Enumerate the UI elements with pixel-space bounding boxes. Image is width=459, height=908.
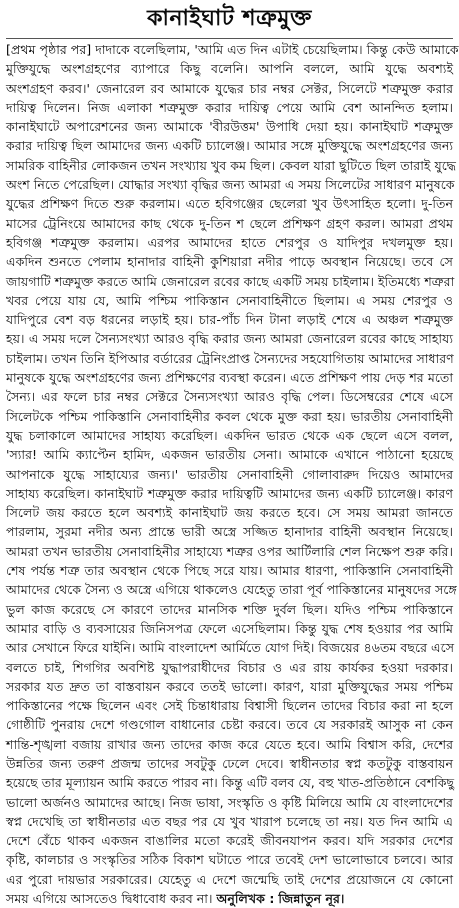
article-line	[6, 542, 453, 561]
line-text: জায়গাটি শত্রুমুক্ত করতে আমি জেনারেল রবের কাছে একটি সময় চাইলাম। ইতিমধ্যে শত্রুরা	[6, 273, 455, 289]
line-text: সিলেট জয় করতে হলে অবশ্যই কানাইঘাট জয় করতে হবে। সে সময় আমরা জানতে	[6, 505, 453, 521]
article-line	[6, 696, 453, 715]
headline-rule	[6, 38, 453, 39]
article-line	[6, 850, 453, 869]
article-line	[6, 580, 457, 599]
article-line	[6, 98, 453, 117]
line-text: আর সেখানে ফিরে যাইনি। আমি বাংলাদেশ আর্মিতে যোগ দিই। বিজয়ের ৪৬তম বছরে এসে	[6, 640, 455, 656]
article-line	[6, 638, 453, 657]
article-line	[6, 387, 453, 406]
line-text: ভুল কাজ করেছে সে কারণে তাদের মানসিক শক্তি দুর্বল ছিল। যদিও পশ্চিম পাকিস্তানে	[6, 601, 453, 617]
line-text: স্বপ্ন দেখেছি তা স্বাধীনতার এত বছর পর যে খুব খারাপ চলেছে তা নয়। যত দিন আমি এ	[6, 813, 453, 829]
article-line	[6, 773, 453, 792]
article-line	[6, 272, 453, 291]
article-line	[6, 117, 453, 136]
article-line	[6, 465, 453, 484]
line-text: আমরা তখন ভারতীয় সেনাবাহিনীর সাহায্যে শত্রুর ওপর আর্টিলারি শেল নিক্ষেপ শুরু করি।	[6, 543, 453, 559]
article-line	[6, 407, 453, 426]
credit-name: জিন্নাতুন নূর।	[278, 891, 345, 907]
article-line	[6, 214, 453, 233]
line-text: আমার বাড়ি ও ব্যবসায়ের জিনিসপত্র ফেলে এসেছিলাম। কিন্তু যুদ্ধ শেষ হওয়ার পর আমি	[6, 620, 453, 636]
article-line	[6, 59, 453, 78]
line-text: সময় এগিয়ে আসতেও দ্বিধাবোধ করব না।	[6, 891, 213, 907]
article-line	[6, 233, 453, 252]
article-body	[6, 40, 459, 907]
line-text: একদিন শুনতে পেলাম হানাদার বাহিনী কুশিয়ারা নদীর পাড়ে অবস্থান নিয়েছে। তবে সে	[6, 254, 453, 270]
article-line	[6, 619, 453, 638]
article-line	[6, 889, 453, 908]
article-line	[6, 445, 453, 464]
line-text: যাদিপুরে বেশ বড় ধরনের লড়াই হয়। চার-পাঁচ দিন টানা লড়াই শেষে এ অঞ্চল শত্রুমুক্ত	[6, 312, 453, 328]
line-text: শান্তি-শৃঙ্খলা বজায় রাখার জন্য তাদের কাজ করে যেতে হবে। আমি বিশ্বাস করি, দেশের	[6, 736, 453, 752]
article-line	[6, 79, 453, 98]
line-text: উন্নতির জন্য তরুণ প্রজন্ম তাদের সবটুকু ঢেলে দেবে। স্বাধীনতার স্বপ্ন কতটুকু বাস্তবায়ন	[6, 755, 453, 771]
credit-label: অনুলিখক :	[216, 891, 275, 907]
line-text: মাসের ট্রেনিংয়ে আমাদের কাছ থেকে দু-তিন শ ছেলে প্রশিক্ষণ গ্রহণ করল। আমরা প্রথম	[6, 215, 453, 231]
line-text: ভালো অর্জনও আমাদের আছে। নিজ ভাষা, সংস্কৃতি ও কৃষ্টি মিলিয়ে আমি যে বাংলাদেশের	[6, 794, 453, 810]
line-text: সৈন্য। এর ফলে চার নম্বর সেক্টরে সৈন্যসংখ্যা আরও বৃদ্ধি পেল। ডিসেম্বরের শেষে এসে	[6, 389, 453, 405]
line-text: দেশে বেঁচে থাকব একজন বাঙালির মতো করেই জীবনযাপন করব। যদি সরকার দেশের	[6, 833, 453, 849]
continuation-label: [প্রথম পৃষ্ঠার পর]	[6, 42, 92, 57]
article-line	[6, 329, 453, 348]
article-line	[6, 175, 453, 194]
line-text: হয়েছে তার মূল্যায়ন আমি করতে পারব না। কিন্তু এটি বলব যে, বহু খাত-প্রতিষ্ঠানে বেশকিছু	[6, 775, 455, 791]
article-line	[6, 522, 453, 541]
line-text: হবিগঞ্জ শত্রুমুক্ত করলাম। এরপর আমাদের হাতে শেরপুর ও যাদিপুর দখলমুক্ত হয়।	[6, 234, 453, 250]
line-text: গোষ্ঠীটি পুনরায় দেশে গণ্ডগোল বাধানোর চেষ্টা করবে। তবে যে সরকারই আসুক না কেন	[6, 717, 453, 733]
headline: কানাইঘাট শত্রুমুক্ত	[147, 6, 312, 31]
article-line	[6, 561, 453, 580]
line-text: আমাদের থেকে সৈন্য ও অস্ত্রে এগিয়ে থাকলেও যেহেতু তারা পূর্ব পাকিস্তানের মানুষদের সঙ্গে	[6, 582, 457, 598]
line-text: মুক্তিযুদ্ধে অংশগ্রহণের ব্যাপারে কিছু বলেনি। আপনি বললে, আমি যুদ্ধে অবশ্যই	[6, 61, 453, 77]
line-text: পাকিস্তানের পক্ষে ছিলেন এবং সেই চিন্তাধারায় বিশ্বাসী ছিলেন তাদের বিচার করা না হলে	[6, 698, 453, 714]
article-line	[6, 40, 459, 59]
article-line	[6, 194, 453, 213]
line-text: খবর পেয়ে যায় যে, আমি পশ্চিম পাকিস্তান সেনাবাহিনীতে ছিলাম। এ সময় শেরপুর ও	[6, 292, 453, 308]
article-line	[6, 484, 453, 503]
line-text: করার দায়িত্ব ছিল আমাদের জন্য একটি চ্যালেঞ্জ। আমার সঙ্গে মুক্তিযুদ্ধে অংশগ্রহণের জন্য	[6, 138, 453, 154]
line-text: যুদ্ধের প্রশিক্ষণ দিতে শুরু করলাম। এতে হবিগঞ্জের ছেলেরা খুব উৎসাহিত হলো। দু-তিন	[6, 196, 453, 212]
line-text: অংশ নিতে পেরেছিল। যোদ্ধার সংখ্যা বৃদ্ধির জন্য আমরা এ সময় সিলেটের সাধারণ মানুষকে	[6, 177, 455, 193]
article-line	[6, 503, 453, 522]
article-line	[6, 156, 456, 175]
article-line	[6, 677, 453, 696]
line-text: সামরিক বাহিনীর লোকজন তখন সংখ্যায় খুব কম ছিল। কেবল যারা ছুটিতে ছিল তারাই যুদ্ধে	[6, 157, 456, 173]
line-text: 'স্যার! আমি ক্যাপ্টেন হামিদ, একজন ভারতীয় সেনা। আমাকে এখানে পাঠানো হয়েছে	[6, 447, 453, 463]
article-line	[6, 600, 453, 619]
line-text: কানাইঘাটে অপারেশনের জন্য আমাকে 'বীরউত্তম' উপাধি দেয়া হয়। কানাইঘাট শত্রুমুক্ত	[6, 119, 453, 135]
article-line	[6, 252, 453, 271]
article-line	[6, 735, 453, 754]
article-line	[6, 368, 453, 387]
line-text: দাদাকে বলেছিলাম, 'আমি এত দিন এটাই চেয়েছিলাম। কিন্তু কেউ আমাকে	[95, 42, 459, 57]
line-text: মানুষকে যুদ্ধে অংশগ্রহণের জন্য প্রশিক্ষণের ব্যবস্থা করেন। এতে প্রশিক্ষণ পায় দেড় শর মতো	[6, 370, 453, 386]
article-line	[6, 658, 453, 677]
line-text: যুদ্ধ চলাকালে আমাদের সাহায্য করেছিল। একদিন ভারত থেকে এক ছেলে এসে বলল,	[6, 427, 453, 443]
line-text: সাহায্য করেছিল। কানাইঘাট শত্রুমুক্ত করার দায়িত্বটি আমাদের জন্য একটি চ্যালেঞ্জ। কারণ	[6, 485, 453, 501]
line-text: হয়। এ সময় দলে সৈন্যসংখ্যা আরও বৃদ্ধি করার জন্য আমরা জেনারেল রবের কাছে সাহায্য	[6, 331, 453, 347]
line-text: শেষ পর্যন্ত শত্রু তার অবস্থান থেকে পিছে সরে যায়। আমার ধারণা, পাকিস্তানি সেনাবাহিনী	[6, 563, 453, 579]
article-line	[6, 291, 453, 310]
article-line	[6, 349, 453, 368]
line-text: দায়িত্ব দিলেন। নিজ এলাকা শত্রুমুক্ত করার দায়িত্ব পেয়ে আমি বেশ আনন্দিত হলাম।	[6, 99, 453, 115]
article-line	[6, 310, 453, 329]
line-text: সিলেটকে পশ্চিম পাকিস্তানি সেনাবাহিনীর কবল থেকে মুক্ত করা হয়। ভারতীয় সেনাবাহিনী	[6, 408, 453, 424]
article-line	[6, 715, 453, 734]
article-line	[6, 426, 453, 445]
article-line	[6, 812, 453, 831]
article-line	[6, 793, 453, 812]
line-text: সরকার যত দ্রুত তা বাস্তবায়ন করবে ততই ভালো। কারণ, যারা মুক্তিযুদ্ধের সময় পশ্চিম	[6, 678, 453, 694]
line-text: পারলাম, সুরমা নদীর অন্য প্রান্তে ভারী অস্ত্রে সজ্জিত হানাদার বাহিনী অবস্থান নিয়েছে।	[6, 524, 453, 540]
line-text: আপনাকে যুদ্ধে সাহায্যের জন্য।' ভারতীয় সেনাবাহিনী গোলাবারুদ দিয়েও আমাদের	[6, 466, 453, 482]
article-line	[6, 870, 453, 889]
line-text: বলতে চাই, শিগগির অবশিষ্ট যুদ্ধাপরাধীদের বিচার ও এর রায় কার্যকর হওয়া দরকার।	[6, 659, 453, 675]
line-text: এর পুরো দায়ভার সরকারের। যেহেতু এ দেশে জন্মেছি তাই দেশের প্রয়োজনে যে কোনো	[6, 871, 453, 887]
line-text: অংশগ্রহণ করব।' জেনারেল রব আমাকে যুদ্ধের চার নম্বর সেক্টর, সিলেটে শত্রুমুক্ত করার	[6, 80, 453, 96]
article-line	[6, 754, 453, 773]
article-line	[6, 136, 453, 155]
article-line	[6, 831, 453, 850]
line-text: চাইলাম। তখন তিনি ইপিআর বর্ডারের ট্রেনিংপ্রাপ্ত সৈন্যদের সহযোগিতায় আমাদের সাধারণ	[6, 350, 454, 366]
line-text: কৃষ্টি, কালচার ও সংস্কৃতির সঠিক বিকাশ ঘটাতে পারে তবেই দেশ ভালোভাবে চলবে। আর	[6, 852, 453, 868]
